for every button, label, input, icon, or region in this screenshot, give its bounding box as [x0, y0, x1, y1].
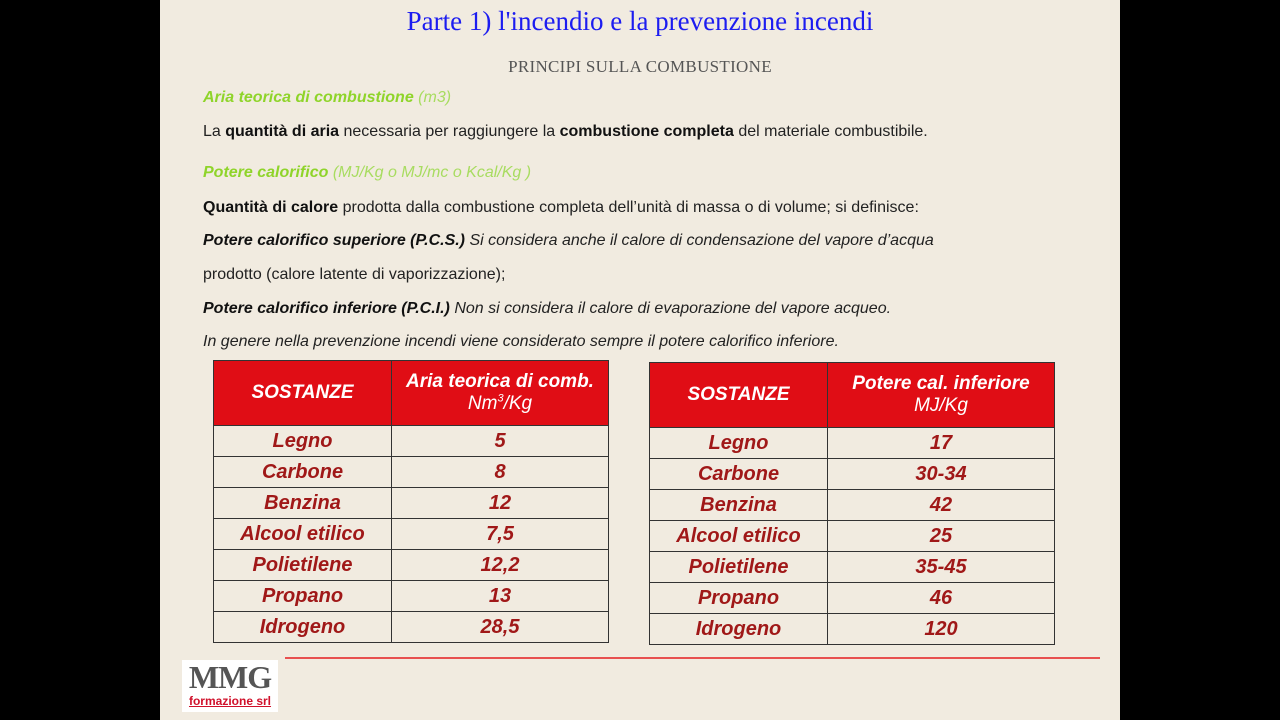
table-row [650, 521, 1055, 552]
value-cell: 35-45 [828, 552, 1055, 583]
value-cell: 28,5 [392, 612, 609, 643]
table-potere-calorifico [649, 362, 1055, 645]
header-potere [828, 363, 1055, 428]
heading-unit: (MJ/Kg o MJ/mc o Kcal/Kg ) [328, 164, 532, 181]
substance-cell: Legno [214, 426, 392, 457]
table-row [650, 552, 1055, 583]
value-cell: 46 [828, 583, 1055, 614]
table-row [214, 457, 609, 488]
value-cell: 120 [828, 614, 1055, 645]
substance-cell: Carbone [214, 457, 392, 488]
table-row [214, 488, 609, 519]
bold-text: Quantità di calore [203, 199, 339, 216]
slide-title: Parte 1) l'incendio e la prevenzione incendi [406, 6, 874, 36]
table-row [650, 583, 1055, 614]
paragraph-calore [203, 199, 919, 217]
header-line: Potere cal. inferiore [852, 373, 1030, 394]
substance-cell: Idrogeno [650, 614, 828, 645]
value-cell: 25 [828, 521, 1055, 552]
text: Non si considera il calore di evaporazione del vapore acqueo. [449, 300, 892, 317]
table-row [650, 614, 1055, 645]
value-cell: 17 [828, 428, 1055, 459]
value-cell: 13 [392, 581, 609, 612]
header-sostanze: SOSTANZE [650, 363, 828, 428]
heading-potere-calorifico [203, 164, 531, 182]
paragraph-aria [203, 123, 928, 141]
header-unit: MJ/Kg [914, 395, 968, 416]
table-row [214, 426, 609, 457]
substance-cell: Legno [650, 428, 828, 459]
text: prodotta dalla combustione completa dell’unità di massa o di volume; si definisce: [338, 199, 919, 216]
header-unit [468, 393, 532, 414]
text: necessaria per raggiungere la [339, 123, 560, 140]
mmg-logo [182, 660, 278, 712]
bold-text: Potere calorifico inferiore (P.C.I.) [203, 300, 450, 317]
substance-cell: Idrogeno [214, 612, 392, 643]
value-cell: 7,5 [392, 519, 609, 550]
substance-cell: Alcool etilico [650, 521, 828, 552]
header-line: Aria teorica di comb. [406, 370, 594, 392]
text: del materiale combustibile. [733, 123, 928, 140]
table-row [214, 550, 609, 581]
text: La [203, 123, 226, 140]
table-header [650, 363, 1055, 428]
substance-cell: Benzina [214, 488, 392, 519]
text: prodotto (calore latente di vaporizzazione); [203, 266, 506, 283]
table-row [214, 581, 609, 612]
substance-cell: Benzina [650, 490, 828, 521]
value-cell: 5 [392, 426, 609, 457]
table-header [214, 361, 609, 426]
heading-text: Potere calorifico [203, 164, 329, 181]
divider-line [285, 657, 1100, 659]
heading-unit: (m3) [413, 89, 452, 106]
logo-tagline: formazione srl [188, 694, 272, 708]
logo-name: MMG [188, 659, 272, 695]
value-cell: 42 [828, 490, 1055, 521]
text: Si considera anche il calore di condensazione del vapore d’acqua [465, 232, 934, 249]
bold-text: quantità di aria [225, 123, 340, 140]
text: In genere nella prevenzione incendi viene considerato sempre il potere calorifico inferiore. [203, 333, 839, 350]
paragraph-pci [203, 300, 891, 318]
slide [160, 0, 1120, 720]
value-cell: 12,2 [392, 550, 609, 581]
bold-text: Potere calorifico superiore (P.C.S.) [203, 232, 466, 249]
bold-text: combustione completa [559, 123, 734, 140]
substance-cell: Propano [214, 581, 392, 612]
unit: Nm [467, 393, 498, 415]
unit-sup: 3 [497, 392, 504, 405]
paragraph-pcs-cont [203, 266, 505, 284]
substance-cell: Polietilene [214, 550, 392, 581]
table-row [650, 490, 1055, 521]
heading-text: Aria teorica di combustione [203, 89, 414, 106]
value-cell: 8 [392, 457, 609, 488]
table-row [214, 612, 609, 643]
header-aria [392, 361, 609, 426]
table-aria-teorica [213, 360, 609, 643]
table-row [650, 428, 1055, 459]
substance-cell: Carbone [650, 459, 828, 490]
value-cell: 30-34 [828, 459, 1055, 490]
paragraph-genere [203, 333, 839, 351]
substance-cell: Propano [650, 583, 828, 614]
value-cell: 12 [392, 488, 609, 519]
heading-aria-teorica [203, 89, 451, 107]
table-row [214, 519, 609, 550]
table-row [650, 459, 1055, 490]
unit: /Kg [503, 393, 533, 415]
header-sostanze: SOSTANZE [214, 361, 392, 426]
substance-cell: Polietilene [650, 552, 828, 583]
substance-cell: Alcool etilico [214, 519, 392, 550]
slide-subtitle: PRINCIPI SULLA COMBUSTIONE [508, 57, 772, 76]
paragraph-pcs [203, 232, 934, 250]
